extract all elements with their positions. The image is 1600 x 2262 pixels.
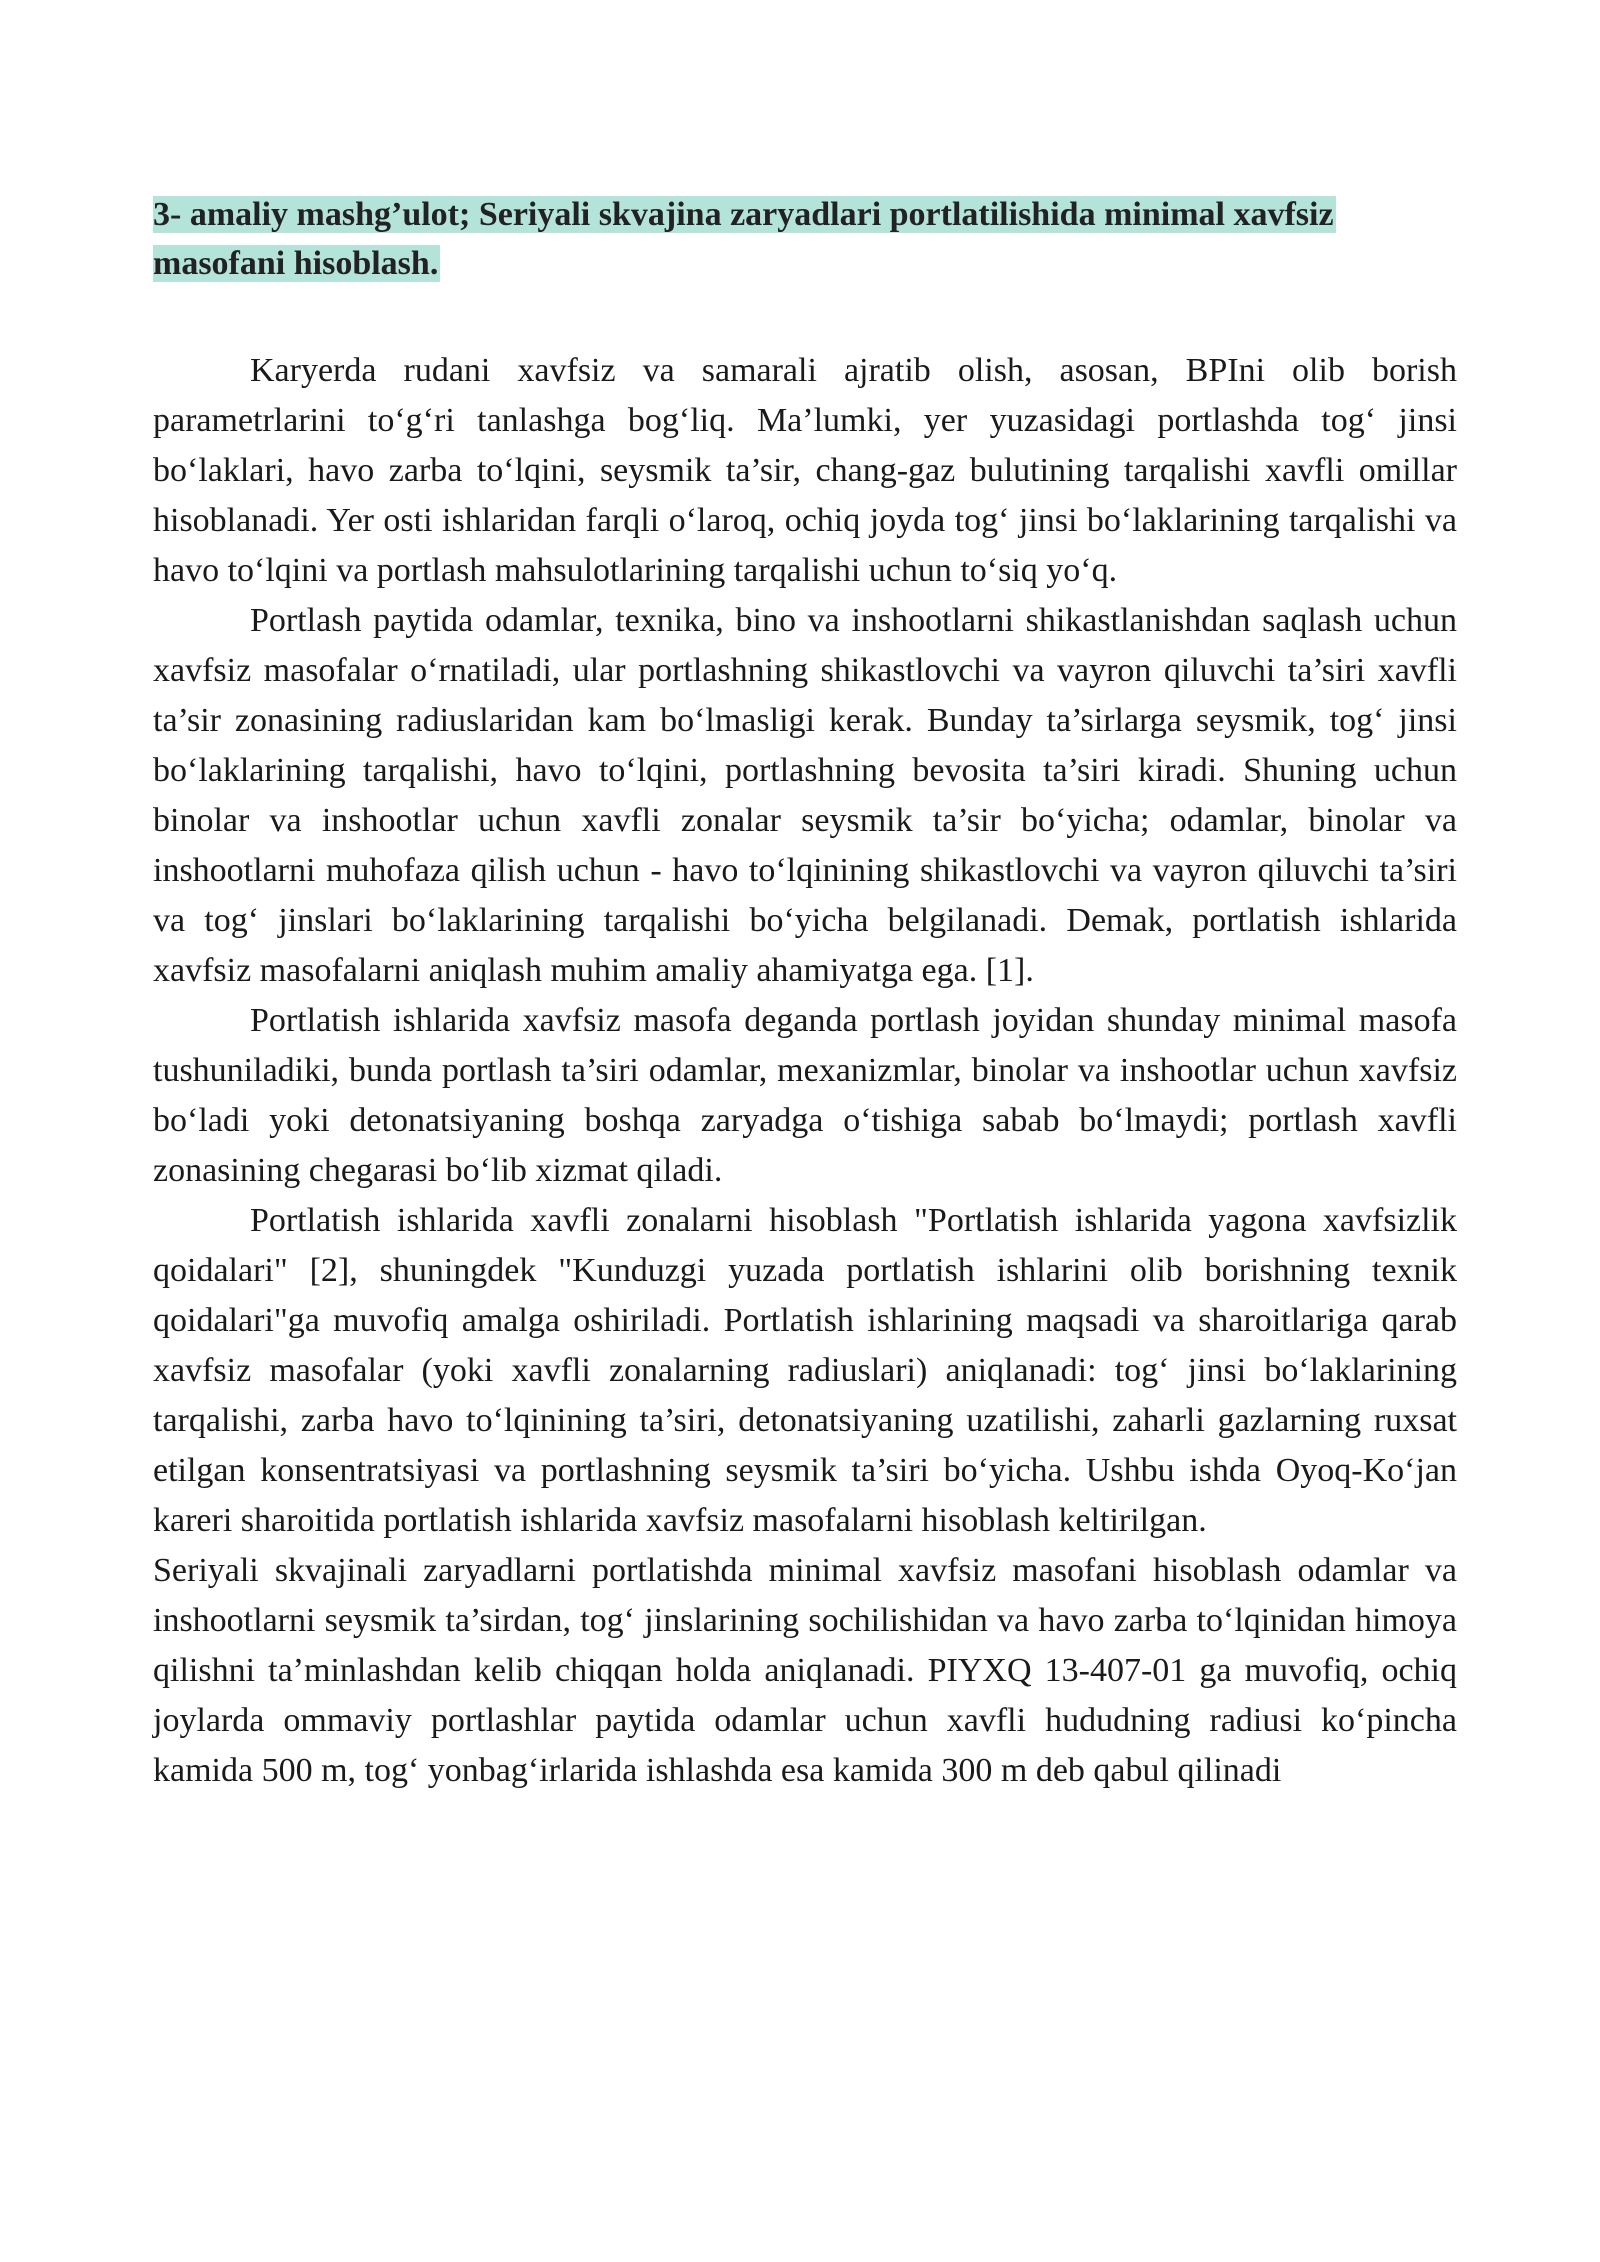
title-highlight: 3- amaliy mashg’ulot; Seriyali skvajina zaryadlari portlatilishida minimal xavfsiz masofani hisoblash. (153, 196, 1334, 282)
paragraph-4: Portlatish ishlarida xavfli zonalarni hisoblash "Portlatish ishlarida yagona xavfsizlik qoidalari" [2], shuningdek "Kunduzgi yuzada portlatish ishlarini olib borishning texnik qoidalari"ga muvofiq amalga oshiriladi. Portlatish ishlarining maqsadi va sharoitlariga qarab xavfsiz masofalar (yoki xavfli zonalarning radiuslari) aniqlanadi: tog‘ jinsi bo‘laklarining tarqalishi, zarba havo to‘lqinining ta’siri, detonatsiyaning uzatilishi, zaharli gazlarning ruxsat etilgan konsentratsiyasi va portlashning seysmik ta’siri bo‘yicha. Ushbu ishda Oyoq-Ko‘jan kareri sharoitida portlatish ishlarida xavfsiz masofalarni hisoblash keltirilgan. (153, 1202, 1457, 1539)
paragraph-2: Portlash paytida odamlar, texnika, bino va inshootlarni shikastlanishdan saqlash uchun xavfsiz masofalar o‘rnatiladi, ular portlashning shikastlovchi va vayron qiluvchi ta’siri xavfli ta’sir zonasining radiuslaridan kam bo‘lmasligi kerak. Bunday ta’sirlarga seysmik, tog‘ jinsi bo‘laklarining tarqalishi, havo to‘lqini, portlashning bevosita ta’siri kiradi. Shuning uchun binolar va inshootlar uchun xavfli zonalar seysmik ta’sir bo‘yicha; odamlar, binolar va inshootlarni muhofaza qilish uchun - havo to‘lqinining shikastlovchi va vayron qiluvchi ta’siri va tog‘ jinslari bo‘laklarining tarqalishi bo‘yicha belgilanadi. Demak, portlatish ishlarida xavfsiz masofalarni aniqlash muhim amaliy ahamiyatga ega. [1]. (153, 602, 1457, 989)
paragraph-3: Portlatish ishlarida xavfsiz masofa deganda portlash joyidan shunday minimal masofa tushuniladiki, bunda portlash ta’siri odamlar, mexanizmlar, binolar va inshootlar uchun xavfsiz bo‘ladi yoki detonatsiyaning boshqa zaryadga o‘tishiga sabab bo‘lmaydi; portlash xavfli zonasining chegarasi bo‘lib xizmat qiladi. (153, 1002, 1457, 1189)
document-page (153, 190, 1457, 1796)
paragraph-5: Seriyali skvajinali zaryadlarni portlatishda minimal xavfsiz masofani hisoblash odamlar va inshootlarni seysmik ta’sirdan, tog‘ jinslarining sochilishidan va havo zarba to‘lqinidan himoya qilishni ta’minlashdan kelib chiqqan holda aniqlanadi. PIYXQ 13-407-01 ga muvofiq, ochiq joylarda ommaviy portlashlar paytida odamlar uchun xavfli hududning radiusi ko‘pincha kamida 500 m, tog‘ yonbag‘irlarida ishlashda esa kamida 300 m deb qabul qilinadi (153, 1552, 1457, 1789)
document-title (153, 190, 1363, 288)
paragraph-1: Karyerda rudani xavfsiz va samarali ajratib olish, asosan, BPIni olib borish parametrlarini to‘g‘ri tanlashga bog‘liq. Ma’lumki, yer yuzasidagi portlashda tog‘ jinsi bo‘laklari, havo zarba to‘lqini, seysmik ta’sir, chang-gaz bulutining tarqalishi xavfli omillar hisoblanadi. Yer osti ishlaridan farqli o‘laroq, ochiq joyda tog‘ jinsi bo‘laklarining tarqalishi va havo to‘lqini va portlash mahsulotlarining tarqalishi uchun to‘siq yo‘q. (153, 352, 1457, 589)
